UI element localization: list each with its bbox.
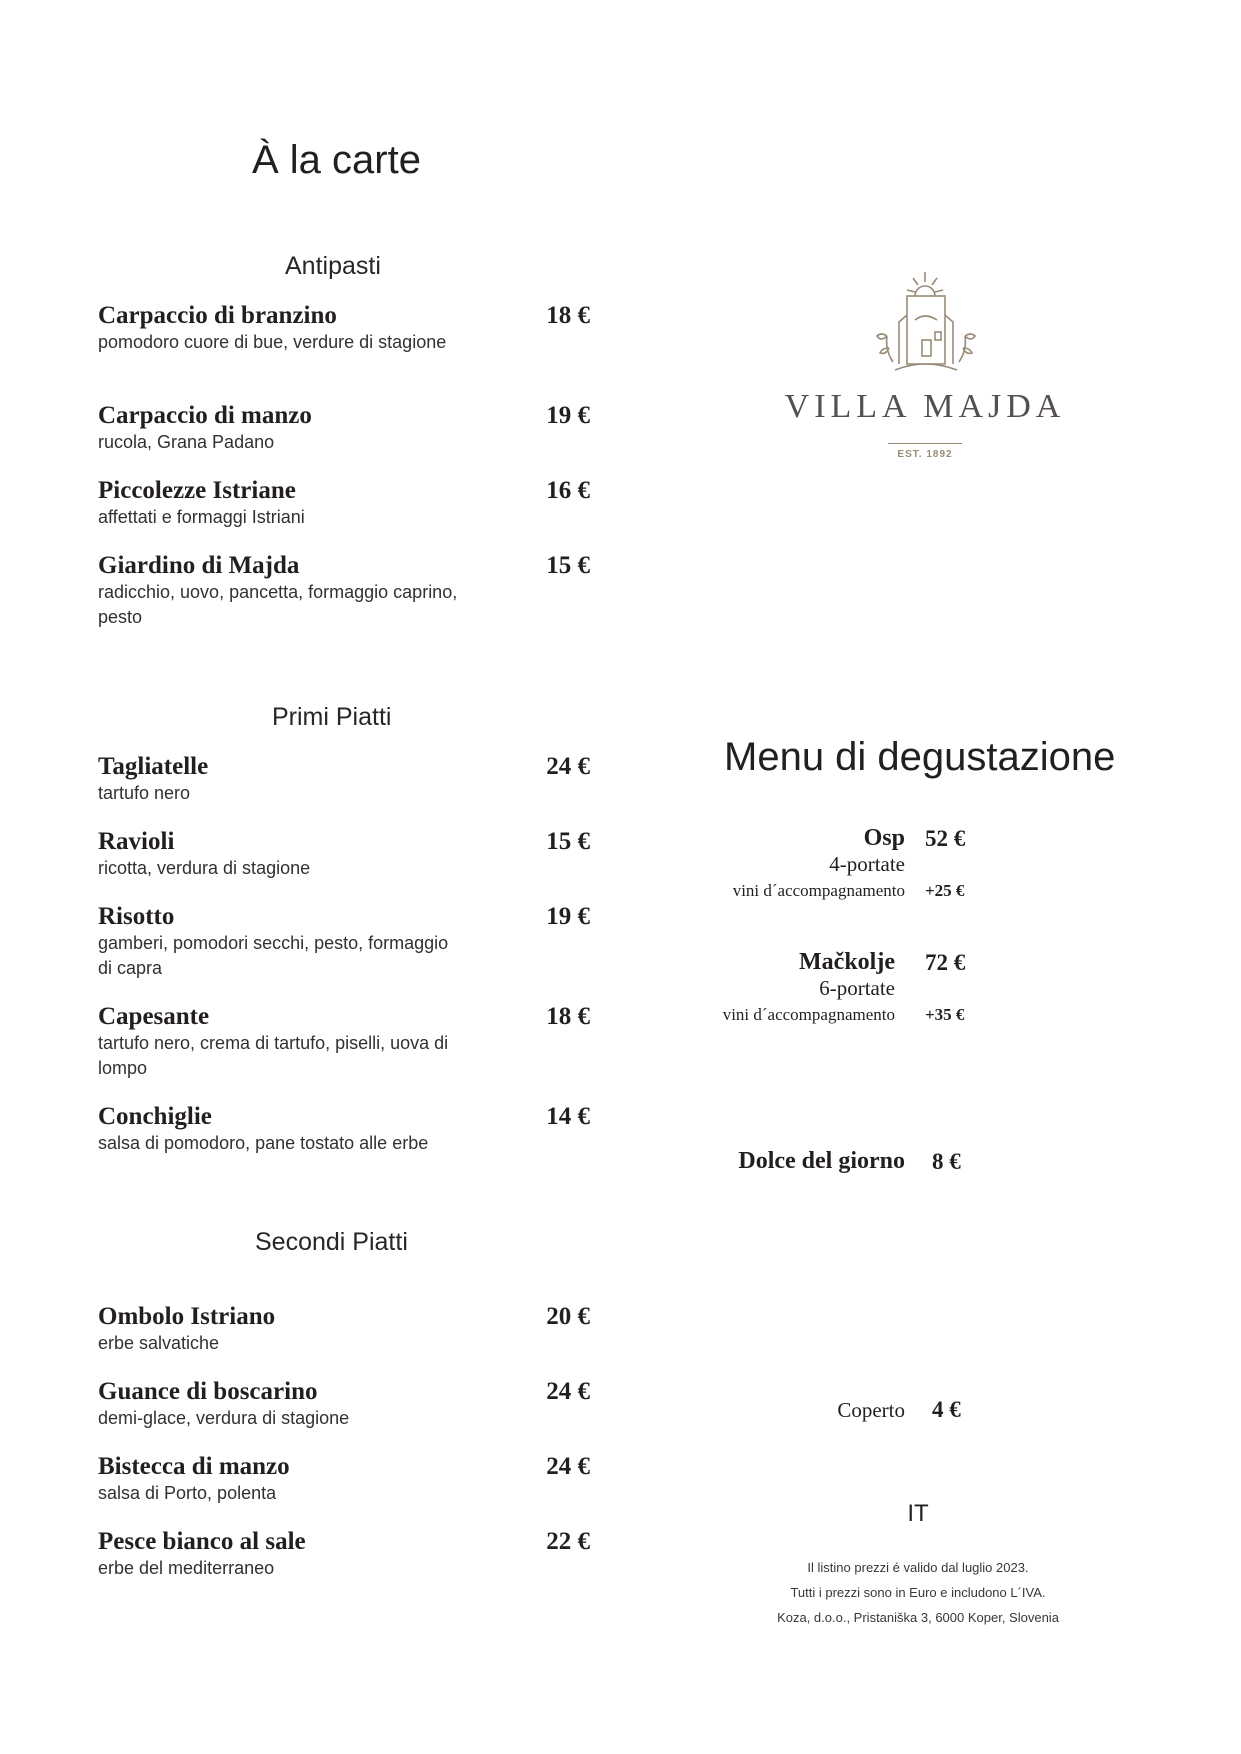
menu-item bbox=[98, 1103, 590, 1156]
dessert-price: 8 € bbox=[932, 1149, 961, 1174]
menu-item bbox=[98, 477, 590, 530]
item-description: salsa di pomodoro, pane tostato alle erbe bbox=[98, 1133, 429, 1153]
menu-item bbox=[98, 1528, 590, 1581]
menu-item bbox=[98, 1453, 590, 1506]
item-price: 19 € bbox=[546, 903, 590, 930]
item-name: Carpaccio di manzo bbox=[98, 402, 312, 429]
item-price: 20 € bbox=[546, 1303, 590, 1330]
item-price: 24 € bbox=[546, 753, 590, 780]
footer-address: Koza, d.o.o., Pristaniška 3, 6000 Koper, Slovenia bbox=[777, 1610, 1059, 1625]
menu-item bbox=[98, 552, 590, 630]
item-price: 18 € bbox=[546, 1003, 590, 1030]
logo-name: VILLA MAJDA bbox=[784, 388, 1066, 425]
section-title-primi: Primi Piatti bbox=[272, 703, 392, 731]
wine-pairing-label: vini d´accompagnamento bbox=[732, 881, 905, 900]
footer-prices: Tutti i prezzi sono in Euro e includono L´IVA. bbox=[790, 1585, 1046, 1600]
item-name: Ravioli bbox=[98, 828, 175, 855]
item-name: Piccolezze Istriane bbox=[98, 477, 296, 504]
item-name: Capesante bbox=[98, 1003, 210, 1030]
item-description: erbe salvatiche bbox=[98, 1333, 220, 1353]
item-name: Risotto bbox=[98, 903, 175, 930]
section-title-secondi: Secondi Piatti bbox=[255, 1228, 408, 1256]
tasting-menu-courses: 4-portate bbox=[829, 852, 905, 876]
menu-item bbox=[98, 1303, 590, 1356]
dessert-name: Dolce del giorno bbox=[738, 1148, 905, 1174]
item-price: 19 € bbox=[546, 402, 590, 429]
language-code: IT bbox=[907, 1500, 929, 1527]
item-name: Ombolo Istriano bbox=[98, 1303, 276, 1330]
logo bbox=[775, 270, 1075, 470]
tasting-menu-name: Mačkolje bbox=[799, 949, 895, 975]
menu-item bbox=[98, 1378, 590, 1431]
item-description: gamberi, pomodori secchi, pesto, formaggio di capra bbox=[98, 933, 449, 978]
logo-divider bbox=[888, 443, 962, 444]
item-price: 24 € bbox=[546, 1378, 590, 1405]
item-name: Guance di boscarino bbox=[98, 1378, 318, 1405]
item-description: affettati e formaggi Istriani bbox=[98, 507, 305, 527]
menu-item bbox=[98, 1003, 590, 1081]
item-price: 15 € bbox=[546, 828, 590, 855]
item-price: 22 € bbox=[546, 1528, 590, 1555]
logo-est: EST. 1892 bbox=[897, 449, 953, 460]
item-price: 14 € bbox=[546, 1103, 590, 1130]
page-title: À la carte bbox=[252, 138, 421, 182]
item-name: Bistecca di manzo bbox=[98, 1453, 290, 1480]
item-description: salsa di Porto, polenta bbox=[98, 1483, 277, 1503]
tasting-menu-price: 52 € bbox=[925, 826, 966, 851]
menu-item bbox=[98, 402, 590, 455]
item-description: pomodoro cuore di bue, verdure di stagione bbox=[98, 332, 447, 352]
wine-pairing-label: vini d´accompagnamento bbox=[722, 1005, 895, 1024]
item-description: radicchio, uovo, pancetta, formaggio caprino, pesto bbox=[98, 582, 458, 627]
wine-pairing-price: +35 € bbox=[925, 1005, 965, 1024]
item-description: ricotta, verdura di stagione bbox=[98, 858, 311, 878]
item-name: Tagliatelle bbox=[98, 753, 209, 780]
item-description: tartufo nero bbox=[98, 783, 191, 803]
item-name: Conchiglie bbox=[98, 1103, 212, 1130]
menu-item bbox=[98, 753, 590, 806]
tasting-title: Menu di degustazione bbox=[724, 735, 1116, 779]
tasting-menu-name: Osp bbox=[863, 825, 905, 851]
item-description: erbe del mediterraneo bbox=[98, 1558, 275, 1578]
item-name: Giardino di Majda bbox=[98, 552, 300, 579]
item-name: Pesce bianco al sale bbox=[98, 1528, 306, 1555]
item-description: rucola, Grana Padano bbox=[98, 432, 275, 452]
section-title-antipasti: Antipasti bbox=[285, 252, 381, 280]
item-description: demi-glace, verdura di stagione bbox=[98, 1408, 350, 1428]
tasting-menu-courses: 6-portate bbox=[819, 976, 895, 1000]
menu-item bbox=[98, 903, 590, 981]
coperto-label: Coperto bbox=[837, 1398, 905, 1422]
footer-validity: Il listino prezzi é valido dal luglio 2023. bbox=[807, 1560, 1029, 1575]
item-price: 24 € bbox=[546, 1453, 590, 1480]
item-description: tartufo nero, crema di tartufo, piselli, uova di lompo bbox=[98, 1033, 449, 1078]
item-name: Carpaccio di branzino bbox=[98, 302, 337, 329]
item-price: 15 € bbox=[546, 552, 590, 579]
item-price: 18 € bbox=[546, 302, 590, 329]
menu-item bbox=[98, 828, 590, 881]
wine-pairing-price: +25 € bbox=[925, 881, 965, 900]
item-price: 16 € bbox=[546, 477, 590, 504]
tasting-menu-price: 72 € bbox=[925, 950, 966, 975]
villa-emblem-icon bbox=[775, 270, 1075, 380]
menu-item bbox=[98, 302, 590, 355]
coperto-price: 4 € bbox=[932, 1397, 961, 1422]
